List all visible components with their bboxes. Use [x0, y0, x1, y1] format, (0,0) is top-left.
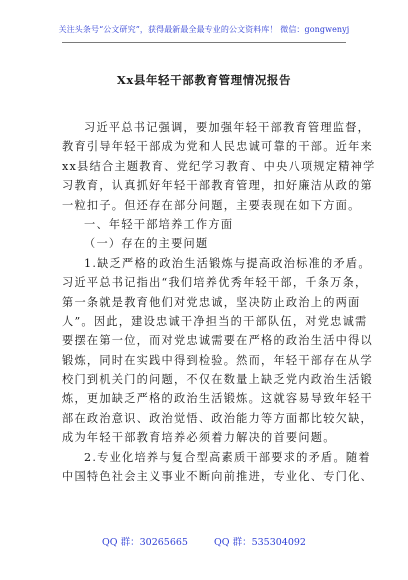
footer-contact — [0, 534, 408, 548]
body-line: 2.专业化培养与复合型高素质干部要求的矛盾。随着 — [84, 450, 371, 464]
header-divider — [62, 42, 346, 43]
body-line: 一粒扣子。但还存在部分问题，主要表现在如下方面。 — [62, 198, 361, 212]
body-line: 成为年轻干部教育培养必须着力解决的首要问题。 — [62, 431, 336, 445]
body-line: 人”。因此，建设忠诚干净担当的干部队伍，对党忠诚需 — [62, 314, 368, 328]
body-line: 习近平总书记指出“我们培养优秀年轻干部，千条万条， — [62, 276, 368, 290]
body-line: 校门到机关门的问题，不仅在数量上缺乏党内政治生活锻 — [62, 373, 373, 387]
document-body — [62, 118, 376, 486]
body-line: 要摆在第一位，而对党忠诚需要在严格的政治生活中得以 — [62, 334, 373, 348]
body-line: 教育引导年轻干部成为党和人民忠诚可靠的干部。近年来 — [62, 140, 373, 154]
footer-qq-group-2: QQ 群：535304092 — [213, 537, 306, 548]
footer-qq-group-1: QQ 群：30265665 — [102, 537, 188, 548]
body-line: 习近平总书记强调，要加强年轻干部教育管理监督， — [84, 121, 371, 134]
header-promo-note: 关注头条号“公文研究”，获得最新最全最专业的公文资料库！ 微信：gongwenyj — [58, 25, 350, 34]
body-line: 中国特色社会主义事业不断向前推进，专业化、专门化、 — [62, 470, 373, 484]
body-line: 锻炼，同时在实践中得到检验。然而，年轻干部存在从学 — [62, 353, 373, 367]
document-title: Xx县年轻干部教育管理情况报告 — [116, 73, 292, 87]
body-line: 第一条就是教育他们对党忠诚，坚决防止政治上的两面 — [62, 295, 361, 309]
subsection-heading: （一）存在的主要问题 — [84, 237, 209, 251]
body-line: 习教育，认真抓好年轻干部教育管理，扣好廉洁从政的第 — [62, 179, 373, 193]
body-line: xx县结合主题教育、党纪学习教育、中央八项规定精神学 — [62, 159, 376, 173]
body-line: 炼，更加缺乏严格的政治生活锻炼。这就容易导致年轻干 — [62, 392, 373, 406]
body-line: 部在政治意识、政治觉悟、政治能力等方面都比较欠缺， — [62, 411, 373, 425]
body-line: 1.缺乏严格的政治生活锻炼与提高政治标准的矛盾。 — [84, 256, 371, 270]
section-heading: 一、年轻干部培养工作方面 — [84, 217, 234, 231]
